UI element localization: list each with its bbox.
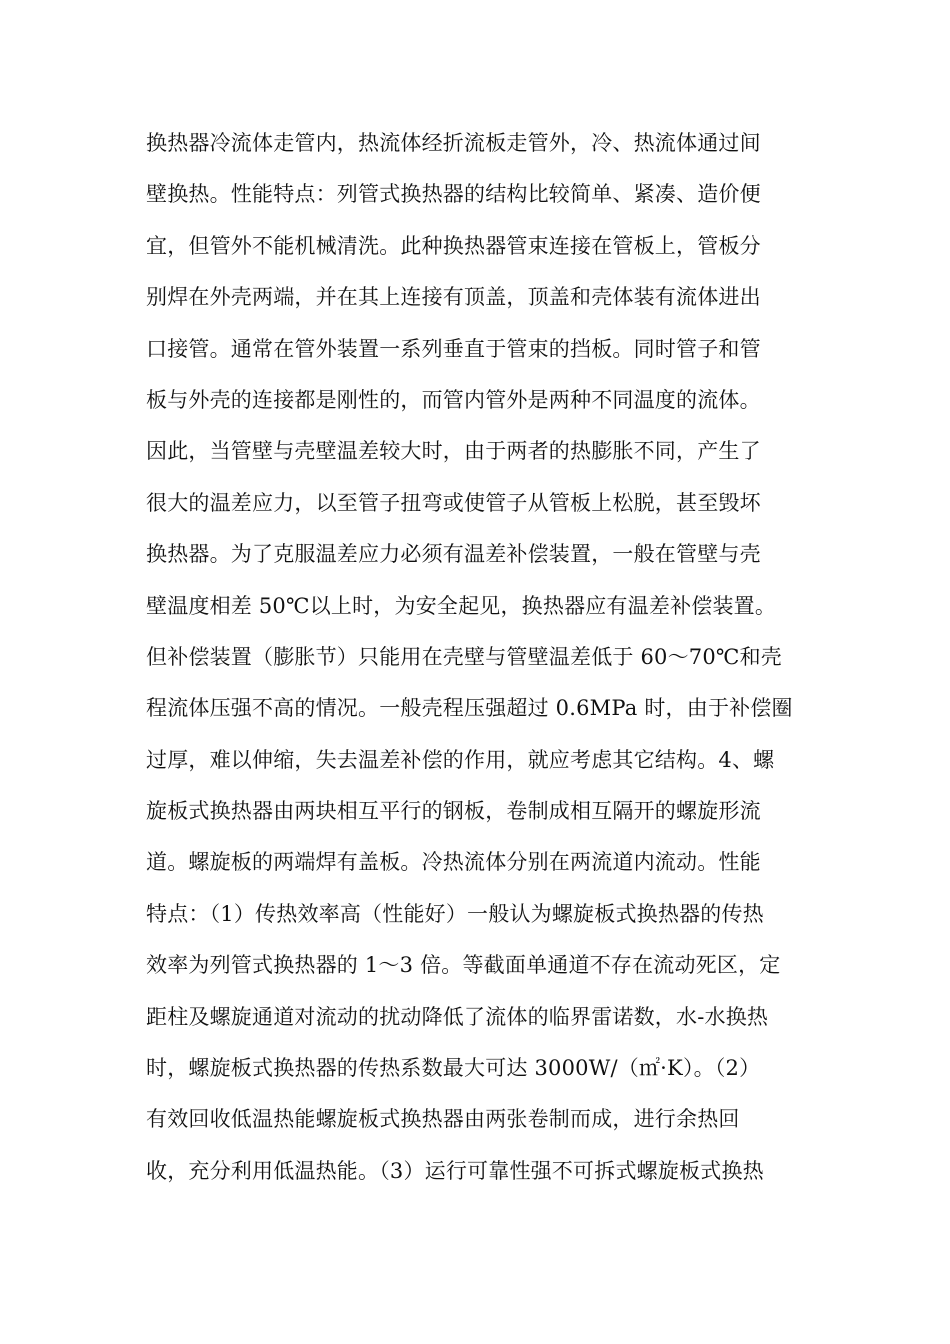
text-line: 有效回收低温热能螺旋板式换热器由两张卷制而成，进行余热回 xyxy=(146,1107,740,1132)
text-line: 距柱及螺旋通道对流动的扰动降低了流体的临界雷诺数，水-水换热 xyxy=(146,1004,769,1029)
text-line: 口接管。通常在管外装置一系列垂直于管束的挡板。同时管子和管 xyxy=(146,336,761,361)
text-line: 时，螺旋板式换热器的传热系数最大可达 3000W/（㎡·K）。（2） xyxy=(146,1056,761,1081)
body-text xyxy=(146,118,810,1197)
text-line: 换热器冷流体走管内，热流体经折流板走管外，冷、热流体通过间 xyxy=(146,131,761,155)
text-line: 很大的温差应力，以至管子扭弯或使管子从管板上松脱，甚至毁坏 xyxy=(146,490,761,515)
text-line: 别焊在外壳两端，并在其上连接有顶盖，顶盖和壳体装有流体进出 xyxy=(146,285,761,310)
text-line: 壁温度相差 50℃以上时，为安全起见，换热器应有温差补偿装置。 xyxy=(146,593,777,618)
text-line: 因此，当管壁与壳壁温差较大时，由于两者的热膨胀不同，产生了 xyxy=(146,439,761,464)
text-line: 壁换热。性能特点：列管式换热器的结构比较简单、紧凑、造价便 xyxy=(146,182,761,207)
text-line: 换热器。为了克服温差应力必须有温差补偿装置，一般在管壁与壳 xyxy=(146,542,761,567)
text-line: 过厚，难以伸缩，失去温差补偿的作用，就应考虑其它结构。4、螺 xyxy=(146,747,775,772)
text-line: 效率为列管式换热器的 1～3 倍。等截面单通道不存在流动死区，定 xyxy=(146,953,781,978)
text-line: 收，充分利用低温热能。（3）运行可靠性强不可拆式螺旋板式换热 xyxy=(146,1158,764,1183)
text-line: 特点：（1）传热效率高（性能好）一般认为螺旋板式换热器的传热 xyxy=(146,901,764,926)
text-line: 程流体压强不高的情况。一般壳程压强超过 0.6MPa 时，由于补偿圈 xyxy=(146,696,793,721)
text-line: 但补偿装置（膨胀节）只能用在壳壁与管壁温差低于 60～70℃和壳 xyxy=(146,644,783,669)
text-line: 道。螺旋板的两端焊有盖板。冷热流体分别在两流道内流动。性能 xyxy=(146,850,761,875)
text-line: 宜，但管外不能机械清洗。此种换热器管束连接在管板上，管板分 xyxy=(146,233,761,258)
text-line: 旋板式换热器由两块相互平行的钢板，卷制成相互隔开的螺旋形流 xyxy=(146,799,761,824)
text-line: 板与外壳的连接都是刚性的，而管内管外是两种不同温度的流体。 xyxy=(146,387,761,412)
